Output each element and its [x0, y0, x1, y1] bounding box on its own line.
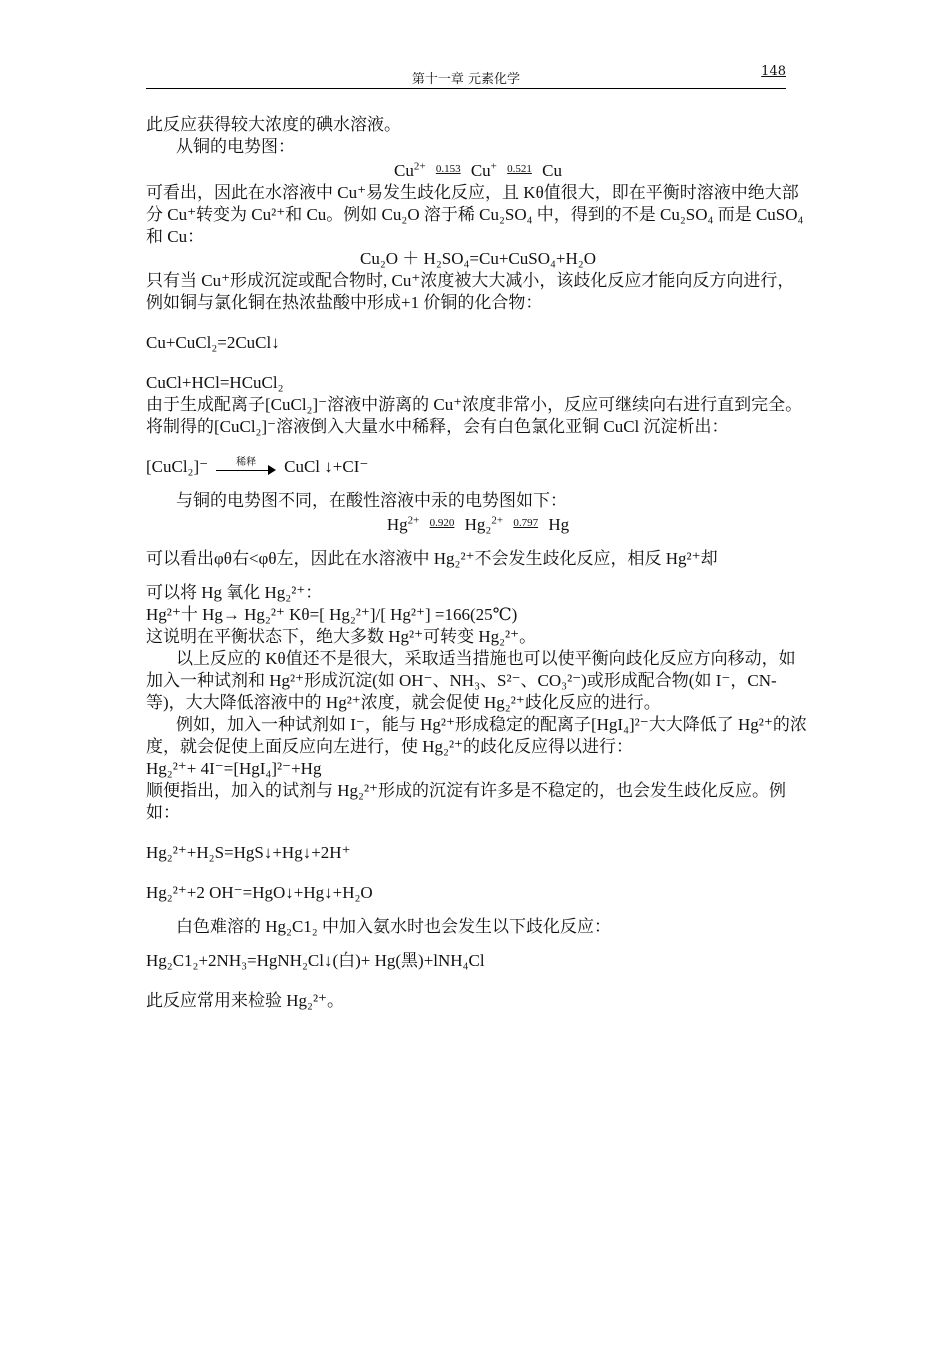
chapter-title: 第十一章 元素化学: [411, 72, 521, 87]
paragraph: 例如铜与氯化铜在热浓盐酸中形成+1 价铜的化合物：: [146, 293, 543, 312]
paragraph: 从铜的电势图：: [176, 137, 295, 156]
paragraph: 此反应常用来检验 Hg₂²⁺。: [146, 991, 345, 1010]
paragraph: 此反应获得较大浓度的碘水溶液。: [146, 115, 401, 134]
equation: Cu+CuCl₂=2CuCl↓: [146, 333, 280, 352]
paragraph: 顺便指出，加入的试剂与 Hg₂²⁺形成的沉淀有许多是不稳定的，也会发生歧化反应。例如：: [146, 781, 787, 822]
mercury-potential-diagram: $Hg^{2+}$ 0.920 Hg₂$^{2+}$ 0.797 Hg: [146, 512, 810, 536]
potential-value: 0.153: [435, 163, 461, 175]
equation: Hg²⁺十 Hg→ Hg₂²⁺ Kθ=[ Hg₂²⁺]/[ Hg²⁺] =166(25℃): [146, 605, 518, 624]
equation: Hg₂²⁺+2 OH⁻=HgO↓+Hg↓+H₂O: [146, 883, 373, 902]
paragraph: 只有当 Cu⁺形成沉淀或配合物时, Cu⁺浓度被大大减小，该歧化反应才能向反方向进行，: [146, 271, 795, 290]
paragraph: 由于生成配离子[CuCl₂]⁻溶液中游离的 Cu⁺浓度非常小，反应可继续向右进行直到完全。: [146, 395, 803, 414]
equation: Hg₂C1₂+2NH₃=HgNH₂Cl↓(白)+ Hg(黑)+lNH₄Cl: [146, 951, 485, 970]
equation: Hg₂²⁺+ 4I⁻=[HgI₄]²⁻+Hg: [146, 759, 322, 778]
potential-value: 0.797: [513, 517, 539, 529]
page-body: [146, 114, 810, 1012]
potential-value: 0.920: [429, 517, 455, 529]
equation: CuCl+HCl=HCuCl₂: [146, 373, 284, 392]
equation: Cu₂O ＋ H₂SO₄=Cu+CuSO₄+H₂O: [360, 249, 596, 268]
paragraph: 例如，加入一种试剂如 I⁻，能与 Hg²⁺形成稳定的配离子[HgI₄]²⁻大大降低了 Hg²⁺的浓度，就会促使上面反应向左进行，使 Hg₂²⁺的歧化反应得以进行：: [146, 715, 807, 756]
paragraph: 可以将 Hg 氧化 Hg₂²⁺：: [146, 583, 323, 602]
paragraph: 这说明在平衡状态下，绝大多数 Hg²⁺可转变 Hg₂²⁺。: [146, 627, 537, 646]
equation: Hg₂²⁺+H₂S=HgS↓+Hg↓+2H⁺: [146, 843, 351, 862]
paragraph: 可以看出φθ右<φθ左，因此在水溶液中 Hg₂²⁺不会发生歧化反应，相反 Hg²⁺却: [146, 549, 718, 568]
reaction-arrow: 稀释: [216, 462, 276, 472]
paragraph: 将制得的[CuCl₂]⁻溶液倒入大量水中稀释，会有白色氯化亚铜 CuCl 沉淀析出：: [146, 417, 729, 436]
potential-value: 0.521: [507, 163, 532, 175]
paragraph: 以上反应的 Kθ值还不是很大，采取适当措施也可以使平衡向歧化反应方向移动，如加入一种试剂和 Hg²⁺形成沉淀(如 OH⁻、NH₃、S²⁻、CO₃²⁻)或形成配合物(如 I⁻，CN-等)，大大降低溶液中的 Hg²⁺浓度，就会促使 Hg₂²⁺歧化反应的进行。: [146, 649, 796, 712]
page-number: 148: [761, 64, 786, 79]
paragraph: 与铜的电势图不同，在酸性溶液中汞的电势图如下：: [176, 491, 567, 510]
page-header: [146, 64, 786, 89]
paragraph: 白色难溶的 Hg₂C1₂ 中加入氨水时也会发生以下歧化反应：: [176, 917, 611, 936]
copper-potential-diagram: $Cu^{2+}$ 0.153 Cu+ 0.521 Cu: [146, 158, 810, 182]
equation: [CuCl₂]⁻ 稀释 CuCl ↓+CI⁻: [146, 457, 369, 476]
paragraph: 可看出，因此在水溶液中 Cu⁺易发生歧化反应，且 Kθ值很大，即在平衡时溶液中绝大部分 Cu⁺转变为 Cu²⁺和 Cu。例如 Cu₂O 溶于稀 Cu₂SO₄ 中，得到的不是 Cu₂SO₄ 而是 CuSO₄ 和 Cu：: [146, 183, 804, 246]
